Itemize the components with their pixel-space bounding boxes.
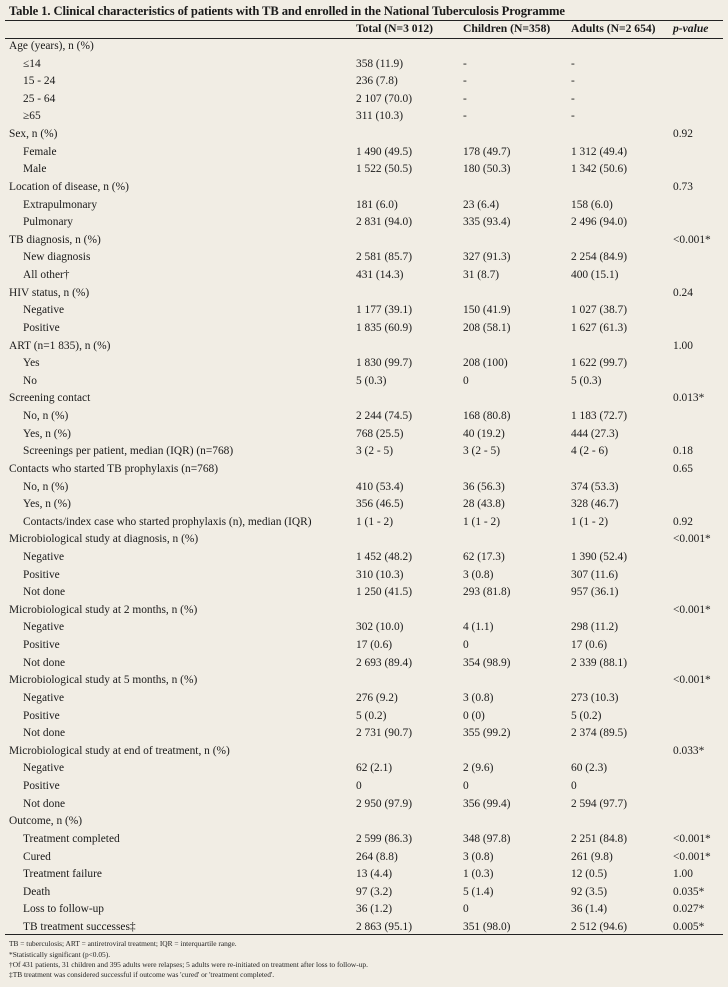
row-label: Not done xyxy=(23,586,66,599)
header-pvalue: p-value xyxy=(673,22,709,35)
cell-children: 23 (6.4) xyxy=(463,198,500,211)
row-label: Death xyxy=(23,885,51,898)
cell-adults: 2 512 (94.6) xyxy=(571,921,627,933)
header-adults: Adults (N=2 654) xyxy=(571,22,656,35)
cell-children: 180 (50.3) xyxy=(463,163,511,176)
cell-pvalue: 0.027* xyxy=(673,903,705,916)
cell-total: 302 (10.0) xyxy=(356,621,404,634)
header-rule-bottom xyxy=(5,38,723,39)
table-row xyxy=(0,498,728,516)
table-row xyxy=(0,428,728,446)
row-label: Microbiological study at 2 months, n (%) xyxy=(9,603,198,616)
table-row xyxy=(0,463,728,481)
footnote: †Of 431 patients, 31 children and 395 adults were relapses; 5 adults were re-initiated on treatment after loss to follow-up. xyxy=(9,960,368,969)
table-row xyxy=(0,710,728,728)
table-row xyxy=(0,798,728,816)
cell-children: 0 xyxy=(463,903,469,916)
cell-total: 1 490 (49.5) xyxy=(356,145,412,158)
cell-adults: 158 (6.0) xyxy=(571,198,613,211)
cell-children: 28 (43.8) xyxy=(463,498,505,511)
row-label: All other† xyxy=(23,269,70,282)
table-row xyxy=(0,375,728,393)
row-label: Contacts who started TB prophylaxis (n=768) xyxy=(9,462,219,475)
cell-adults: 1 627 (61.3) xyxy=(571,321,627,334)
cell-children: 293 (81.8) xyxy=(463,586,511,599)
cell-adults: - xyxy=(571,75,575,88)
header-rule-top xyxy=(5,20,723,21)
cell-pvalue: <0.001* xyxy=(673,850,711,863)
cell-adults: 2 594 (97.7) xyxy=(571,797,627,810)
cell-pvalue: <0.001* xyxy=(673,832,711,845)
cell-total: 1 250 (41.5) xyxy=(356,586,412,599)
cell-total: 0 xyxy=(356,780,362,793)
cell-adults: 1 622 (99.7) xyxy=(571,357,627,370)
cell-children: 351 (98.0) xyxy=(463,921,511,933)
cell-adults: 273 (10.3) xyxy=(571,691,619,704)
cell-total: 1 830 (99.7) xyxy=(356,357,412,370)
table-row xyxy=(0,199,728,217)
row-label: Extrapulmonary xyxy=(23,198,98,211)
cell-adults: 374 (53.3) xyxy=(571,480,619,493)
cell-adults: 2 251 (84.8) xyxy=(571,832,627,845)
table-row xyxy=(0,445,728,463)
table-row xyxy=(0,886,728,904)
cell-adults: - xyxy=(571,110,575,123)
row-label: Positive xyxy=(23,321,60,334)
cell-children: 327 (91.3) xyxy=(463,251,511,264)
cell-pvalue: 0.73 xyxy=(673,180,693,193)
cell-adults: 36 (1.4) xyxy=(571,903,608,916)
cell-total: 1 177 (39.1) xyxy=(356,304,412,317)
cell-total: 768 (25.5) xyxy=(356,427,404,440)
cell-pvalue: <0.001* xyxy=(673,233,711,246)
table-row xyxy=(0,903,728,921)
row-label: Negative xyxy=(23,550,65,563)
cell-children: 0 xyxy=(463,639,469,652)
cell-total: 1 835 (60.9) xyxy=(356,321,412,334)
table-row xyxy=(0,639,728,657)
cell-total: 5 (0.2) xyxy=(356,709,387,722)
cell-total: 2 581 (85.7) xyxy=(356,251,412,264)
cell-pvalue: 0.65 xyxy=(673,462,693,475)
row-label: Screenings per patient, median (IQR) (n=768) xyxy=(23,445,234,458)
row-label: Not done xyxy=(23,727,66,740)
row-label: ≤14 xyxy=(23,57,41,70)
cell-children: 2 (9.6) xyxy=(463,762,494,775)
cell-adults: 60 (2.3) xyxy=(571,762,608,775)
cell-pvalue: 0.92 xyxy=(673,128,693,141)
table-row xyxy=(0,251,728,269)
cell-adults: 17 (0.6) xyxy=(571,639,608,652)
cell-total: 311 (10.3) xyxy=(356,110,404,123)
row-label: Yes, n (%) xyxy=(23,498,71,511)
footnote: ‡TB treatment was considered successful if outcome was 'cured' or 'treatment completed'. xyxy=(9,970,275,979)
row-label: Screening contact xyxy=(9,392,91,405)
cell-children: - xyxy=(463,110,467,123)
row-label: Cured xyxy=(23,850,51,863)
cell-total: 5 (0.3) xyxy=(356,374,387,387)
cell-total: 2 599 (86.3) xyxy=(356,832,412,845)
table-row xyxy=(0,40,728,58)
table-row xyxy=(0,851,728,869)
row-label: ART (n=1 835), n (%) xyxy=(9,339,111,352)
row-label: Microbiological study at diagnosis, n (%) xyxy=(9,533,199,546)
cell-children: 4 (1.1) xyxy=(463,621,494,634)
table-row xyxy=(0,75,728,93)
cell-adults: 261 (9.8) xyxy=(571,850,613,863)
cell-total: 236 (7.8) xyxy=(356,75,398,88)
table-row xyxy=(0,410,728,428)
table-rule-bottom xyxy=(5,934,723,935)
row-label: Contacts/index case who started prophylaxis (n), median (IQR) xyxy=(23,515,312,528)
cell-children: 5 (1.4) xyxy=(463,885,494,898)
cell-total: 181 (6.0) xyxy=(356,198,398,211)
row-label: Not done xyxy=(23,656,66,669)
table-row xyxy=(0,287,728,305)
cell-children: 0 xyxy=(463,780,469,793)
row-label: Location of disease, n (%) xyxy=(9,180,129,193)
row-label: HIV status, n (%) xyxy=(9,286,90,299)
cell-pvalue: 0.92 xyxy=(673,515,693,528)
cell-total: 62 (2.1) xyxy=(356,762,393,775)
row-label: Female xyxy=(23,145,57,158)
row-label: TB diagnosis, n (%) xyxy=(9,233,101,246)
cell-adults: 5 (0.2) xyxy=(571,709,602,722)
cell-adults: 1 183 (72.7) xyxy=(571,410,627,423)
cell-adults: 0 xyxy=(571,780,577,793)
cell-total: 1 522 (50.5) xyxy=(356,163,412,176)
table-row xyxy=(0,392,728,410)
cell-children: 208 (100) xyxy=(463,357,508,370)
table-row xyxy=(0,269,728,287)
cell-total: 356 (46.5) xyxy=(356,498,404,511)
cell-adults: - xyxy=(571,57,575,70)
cell-adults: 2 339 (88.1) xyxy=(571,656,627,669)
row-label: Negative xyxy=(23,621,65,634)
table-row xyxy=(0,181,728,199)
table-row xyxy=(0,481,728,499)
cell-total: 1 (1 - 2) xyxy=(356,515,394,528)
cell-adults: 957 (36.1) xyxy=(571,586,619,599)
cell-pvalue: <0.001* xyxy=(673,603,711,616)
table-row xyxy=(0,569,728,587)
cell-children: 1 (1 - 2) xyxy=(463,515,501,528)
cell-total: 2 863 (95.1) xyxy=(356,921,412,933)
table-row xyxy=(0,780,728,798)
table-row xyxy=(0,216,728,234)
table-row xyxy=(0,304,728,322)
row-label: Microbiological study at 5 months, n (%) xyxy=(9,674,198,687)
cell-children: 31 (8.7) xyxy=(463,269,500,282)
cell-children: - xyxy=(463,57,467,70)
row-label: Loss to follow-up xyxy=(23,903,104,916)
cell-adults: 328 (46.7) xyxy=(571,498,619,511)
row-label: No, n (%) xyxy=(23,410,69,423)
cell-pvalue: 0.035* xyxy=(673,885,705,898)
cell-total: 17 (0.6) xyxy=(356,639,393,652)
footnote: TB = tuberculosis; ART = antiretroviral treatment; IQR = interquartile range. xyxy=(9,939,237,948)
row-label: Treatment completed xyxy=(23,832,120,845)
table-row xyxy=(0,815,728,833)
row-label: Not done xyxy=(23,797,66,810)
cell-total: 358 (11.9) xyxy=(356,57,404,70)
cell-pvalue: 1.00 xyxy=(673,339,693,352)
row-label: Positive xyxy=(23,639,60,652)
row-label: Sex, n (%) xyxy=(9,128,58,141)
cell-children: 0 (0) xyxy=(463,709,485,722)
table-row xyxy=(0,322,728,340)
cell-pvalue: 0.005* xyxy=(673,921,705,933)
row-label: Positive xyxy=(23,568,60,581)
cell-children: 3 (0.8) xyxy=(463,568,494,581)
cell-adults: 1 027 (38.7) xyxy=(571,304,627,317)
cell-children: 168 (80.8) xyxy=(463,410,511,423)
table-row xyxy=(0,234,728,252)
row-label: Positive xyxy=(23,709,60,722)
cell-pvalue: 0.24 xyxy=(673,286,693,299)
row-label: Microbiological study at end of treatment, n (%) xyxy=(9,744,230,757)
cell-pvalue: <0.001* xyxy=(673,674,711,687)
table-row xyxy=(0,657,728,675)
table-row xyxy=(0,516,728,534)
cell-pvalue: 0.013* xyxy=(673,392,705,405)
row-label: Treatment failure xyxy=(23,868,102,881)
header-children: Children (N=358) xyxy=(463,22,551,35)
table-row xyxy=(0,921,728,939)
cell-children: 3 (0.8) xyxy=(463,850,494,863)
table-row xyxy=(0,340,728,358)
table-row xyxy=(0,58,728,76)
table-row xyxy=(0,357,728,375)
cell-adults: 444 (27.3) xyxy=(571,427,619,440)
row-label: Yes xyxy=(23,357,40,370)
cell-adults: 1 390 (52.4) xyxy=(571,550,627,563)
table-row xyxy=(0,833,728,851)
footnote: *Statistically significant (p<0.05). xyxy=(9,950,111,959)
cell-children: - xyxy=(463,75,467,88)
table-row xyxy=(0,533,728,551)
table-title: Table 1. Clinical characteristics of patients with TB and enrolled in the National Tuberculosis Programme xyxy=(9,4,565,18)
row-label: No, n (%) xyxy=(23,480,69,493)
cell-total: 2 731 (90.7) xyxy=(356,727,412,740)
cell-children: 208 (58.1) xyxy=(463,321,511,334)
cell-adults: 1 342 (50.6) xyxy=(571,163,627,176)
row-label: Positive xyxy=(23,780,60,793)
row-label: Yes, n (%) xyxy=(23,427,71,440)
cell-children: 356 (99.4) xyxy=(463,797,511,810)
table-row xyxy=(0,110,728,128)
cell-children: 40 (19.2) xyxy=(463,427,505,440)
cell-children: 3 (0.8) xyxy=(463,691,494,704)
cell-total: 2 244 (74.5) xyxy=(356,410,412,423)
row-label: Negative xyxy=(23,691,65,704)
table-row xyxy=(0,727,728,745)
table-row xyxy=(0,146,728,164)
cell-total: 276 (9.2) xyxy=(356,691,398,704)
cell-adults: 4 (2 - 6) xyxy=(571,445,609,458)
cell-total: 431 (14.3) xyxy=(356,269,404,282)
row-label: No xyxy=(23,374,37,387)
cell-pvalue: 0.18 xyxy=(673,445,693,458)
table-row xyxy=(0,551,728,569)
row-label: Pulmonary xyxy=(23,216,73,229)
row-label: TB treatment successes‡ xyxy=(23,921,136,933)
cell-total: 410 (53.4) xyxy=(356,480,404,493)
table-row xyxy=(0,692,728,710)
cell-children: 62 (17.3) xyxy=(463,550,505,563)
cell-children: 36 (56.3) xyxy=(463,480,505,493)
table-row xyxy=(0,163,728,181)
cell-pvalue: 1.00 xyxy=(673,868,693,881)
cell-adults: 5 (0.3) xyxy=(571,374,602,387)
cell-children: 0 xyxy=(463,374,469,387)
cell-adults: 92 (3.5) xyxy=(571,885,608,898)
cell-total: 264 (8.8) xyxy=(356,850,398,863)
table-row xyxy=(0,868,728,886)
table-row xyxy=(0,128,728,146)
cell-adults: 12 (0.5) xyxy=(571,868,608,881)
cell-pvalue: <0.001* xyxy=(673,533,711,546)
cell-adults: 2 254 (84.9) xyxy=(571,251,627,264)
table-row xyxy=(0,93,728,111)
table-row xyxy=(0,604,728,622)
header-total: Total (N=3 012) xyxy=(356,22,434,35)
cell-adults: 298 (11.2) xyxy=(571,621,619,634)
row-label: 25 - 64 xyxy=(23,92,56,105)
row-label: 15 - 24 xyxy=(23,75,56,88)
cell-total: 36 (1.2) xyxy=(356,903,393,916)
cell-children: 150 (41.9) xyxy=(463,304,511,317)
cell-adults: 2 496 (94.0) xyxy=(571,216,627,229)
cell-children: 348 (97.8) xyxy=(463,832,511,845)
table-row xyxy=(0,586,728,604)
cell-adults: 400 (15.1) xyxy=(571,269,619,282)
cell-adults: 1 (1 - 2) xyxy=(571,515,609,528)
cell-adults: 2 374 (89.5) xyxy=(571,727,627,740)
cell-total: 3 (2 - 5) xyxy=(356,445,394,458)
row-label: Negative xyxy=(23,762,65,775)
cell-children: 1 (0.3) xyxy=(463,868,494,881)
table-row xyxy=(0,745,728,763)
cell-pvalue: 0.033* xyxy=(673,744,705,757)
table-row xyxy=(0,762,728,780)
cell-total: 2 831 (94.0) xyxy=(356,216,412,229)
cell-total: 2 693 (89.4) xyxy=(356,656,412,669)
cell-children: 354 (98.9) xyxy=(463,656,511,669)
cell-total: 2 107 (70.0) xyxy=(356,92,412,105)
row-label: Negative xyxy=(23,304,65,317)
cell-children: 335 (93.4) xyxy=(463,216,511,229)
cell-adults: 307 (11.6) xyxy=(571,568,619,581)
cell-children: 355 (99.2) xyxy=(463,727,511,740)
cell-total: 97 (3.2) xyxy=(356,885,393,898)
cell-children: 178 (49.7) xyxy=(463,145,511,158)
cell-children: 3 (2 - 5) xyxy=(463,445,501,458)
cell-total: 13 (4.4) xyxy=(356,868,393,881)
table-row xyxy=(0,674,728,692)
row-label: Male xyxy=(23,163,47,176)
cell-adults: 1 312 (49.4) xyxy=(571,145,627,158)
cell-adults: - xyxy=(571,92,575,105)
row-label: New diagnosis xyxy=(23,251,91,264)
row-label: ≥65 xyxy=(23,110,41,123)
cell-total: 310 (10.3) xyxy=(356,568,404,581)
cell-total: 2 950 (97.9) xyxy=(356,797,412,810)
row-label: Age (years), n (%) xyxy=(9,40,94,52)
cell-children: - xyxy=(463,92,467,105)
row-label: Outcome, n (%) xyxy=(9,815,83,828)
table-row xyxy=(0,621,728,639)
cell-total: 1 452 (48.2) xyxy=(356,550,412,563)
